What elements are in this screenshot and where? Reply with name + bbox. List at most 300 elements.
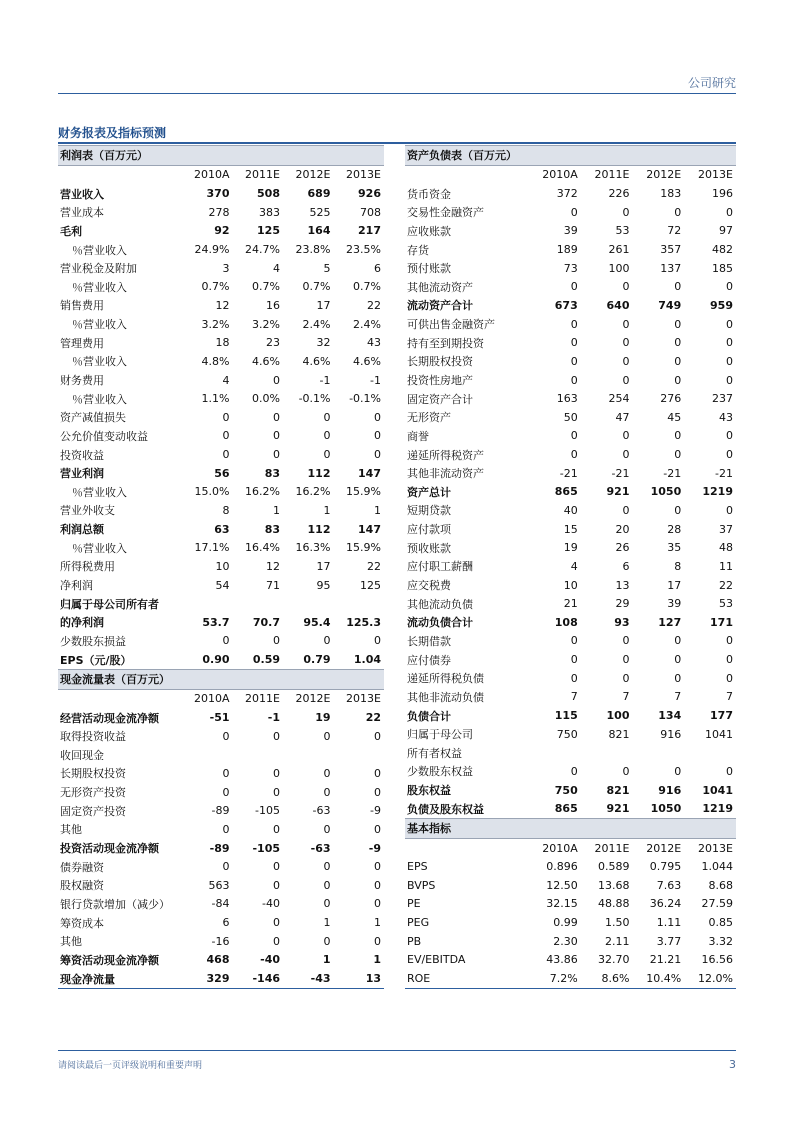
- row-value: 0.795: [649, 860, 682, 874]
- table-row: [58, 708, 384, 727]
- row-value: 97: [719, 224, 733, 238]
- table-row: [405, 799, 736, 818]
- year-header: 2013E: [346, 692, 381, 706]
- row-value: 16.4%: [245, 541, 280, 555]
- row-label: 资产总计: [407, 485, 451, 499]
- row-label: 营业利润: [60, 467, 104, 481]
- row-value: 0: [222, 729, 230, 743]
- year-header: 2013E: [698, 168, 733, 182]
- row-value: 134: [658, 709, 682, 723]
- row-value: 0: [726, 373, 733, 387]
- row-label: 预收账款: [407, 541, 451, 555]
- row-label: 营业税金及附加: [60, 262, 137, 276]
- row-value: 865: [554, 802, 578, 816]
- row-value: 71: [266, 578, 280, 592]
- row-value: 1.50: [605, 916, 630, 930]
- table-row: [58, 857, 384, 876]
- row-value: -89: [211, 804, 230, 818]
- row-value: 7: [726, 690, 733, 704]
- row-value: -63: [312, 804, 331, 818]
- table-row: [58, 240, 384, 259]
- table-row: [405, 277, 736, 296]
- balance-title: [405, 146, 736, 166]
- row-value: 0: [222, 429, 230, 443]
- row-value: 29: [615, 597, 630, 611]
- table-row: [58, 727, 384, 746]
- row-value: 2.30: [553, 934, 578, 948]
- row-value: 329: [182, 969, 233, 988]
- row-value: [684, 744, 736, 763]
- row-value: 0: [622, 205, 630, 219]
- row-value: 39: [563, 224, 578, 238]
- table-row: [405, 408, 736, 427]
- row-value: 32.70: [598, 953, 630, 967]
- row-value: 63: [214, 522, 230, 536]
- row-label: 取得投资收益: [60, 730, 126, 744]
- cashflow-title-label: 现金流量表（百万元）: [58, 669, 384, 689]
- row-value: 1219: [702, 485, 733, 499]
- row-value: 0: [374, 448, 381, 462]
- row-value: [334, 594, 385, 613]
- row-value: 0: [674, 373, 682, 387]
- row-value: 0: [726, 764, 733, 778]
- row-value: 8: [674, 559, 682, 573]
- row-value: 0: [622, 429, 630, 443]
- row-label: 营业成本: [60, 206, 104, 220]
- table-row: [405, 538, 736, 557]
- row-label: 股权融资: [60, 879, 104, 893]
- row-label: BVPS: [407, 878, 436, 892]
- row-label: 少数股东权益: [407, 765, 473, 779]
- row-label: 其他非流动负债: [407, 690, 484, 704]
- table-row: [58, 613, 384, 632]
- row-value: 47: [615, 410, 630, 424]
- row-value: 100: [608, 261, 630, 275]
- row-value: 0: [323, 634, 331, 648]
- row-value: 0: [323, 860, 331, 874]
- table-row: [405, 464, 736, 483]
- row-label: ％营业收入: [72, 485, 127, 499]
- row-value: 27.59: [701, 897, 733, 911]
- row-value: 0: [622, 764, 630, 778]
- row-value: 10.4%: [633, 969, 685, 988]
- header-title: 公司研究: [687, 76, 736, 90]
- row-value: 93: [614, 615, 630, 629]
- table-row: [58, 951, 384, 970]
- row-value: 0: [674, 448, 682, 462]
- year-header: 2011E: [245, 692, 280, 706]
- row-label: PEG: [407, 916, 430, 930]
- row-value: 40: [563, 503, 578, 517]
- row-value: -40: [260, 953, 280, 967]
- row-value: 0.7%: [353, 280, 381, 294]
- row-label: 长期股权投资: [60, 767, 126, 781]
- table-row: [405, 557, 736, 576]
- row-label: 流动负债合计: [407, 616, 473, 630]
- row-value: 12.50: [546, 878, 578, 892]
- row-value: 8.68: [708, 878, 733, 892]
- row-value: 0: [323, 934, 331, 948]
- row-value: 0: [273, 785, 280, 799]
- balance-indicators-table: [405, 145, 736, 989]
- row-label: ％营业收入: [72, 280, 127, 294]
- row-value: 18: [215, 336, 230, 350]
- table-row: [405, 650, 736, 669]
- row-value: 0: [222, 448, 230, 462]
- year-header-blank: [58, 689, 182, 708]
- row-value: 53: [719, 597, 733, 611]
- row-value: [283, 746, 334, 765]
- table-row: [58, 932, 384, 951]
- row-value: 0.7%: [302, 280, 331, 294]
- row-label: 经营活动现金流净额: [60, 711, 159, 725]
- table-row: [58, 222, 384, 241]
- row-label: 无形资产投资: [60, 786, 126, 800]
- table-row: [58, 969, 384, 988]
- row-value: 865: [554, 485, 578, 499]
- row-value: 0: [273, 916, 280, 930]
- row-value: 4: [570, 559, 578, 573]
- row-value: 183: [660, 187, 682, 201]
- row-value: 750: [554, 783, 578, 797]
- table-row: [405, 371, 736, 390]
- row-value: 112: [307, 522, 331, 536]
- row-value: 0: [222, 822, 230, 836]
- row-value: 0: [622, 354, 630, 368]
- table-row: [405, 932, 736, 951]
- row-value: -1: [319, 373, 331, 387]
- row-value: 916: [658, 783, 682, 797]
- row-value: 22: [719, 578, 733, 592]
- row-value: 468: [206, 953, 230, 967]
- row-value: 0: [726, 448, 733, 462]
- row-value: 921: [606, 485, 630, 499]
- row-label: ROE: [405, 969, 529, 988]
- row-label: 利润总额: [60, 523, 104, 537]
- row-value: -43: [283, 969, 334, 988]
- row-value: 0: [273, 448, 280, 462]
- table-row: [58, 389, 384, 408]
- row-value: 0: [374, 410, 381, 424]
- row-value: 821: [606, 783, 630, 797]
- table-row: [58, 820, 384, 839]
- table-row: [405, 613, 736, 632]
- row-value: 0: [374, 634, 381, 648]
- row-value: 15: [563, 522, 578, 536]
- year-header: 2010A: [193, 692, 230, 706]
- row-value: 749: [658, 298, 682, 312]
- row-value: 0: [622, 653, 630, 667]
- row-label: 固定资产投资: [60, 804, 126, 818]
- row-value: 24.7%: [245, 243, 280, 257]
- row-label: 其他: [60, 823, 82, 837]
- row-label: 营业外收支: [60, 504, 115, 518]
- year-header: 2012E: [295, 168, 331, 182]
- row-value: 0: [622, 634, 630, 648]
- row-value: 508: [257, 187, 280, 201]
- row-value: 16: [266, 298, 280, 312]
- row-value: 147: [358, 466, 381, 480]
- row-value: 0.7%: [201, 280, 230, 294]
- row-label: EPS: [407, 860, 428, 874]
- row-value: 95.4: [303, 615, 331, 629]
- row-value: 36.24: [649, 897, 682, 911]
- table-row: [58, 839, 384, 858]
- row-value: 0: [622, 671, 630, 685]
- row-value: 4.6%: [302, 354, 331, 368]
- row-value: 22: [367, 298, 381, 312]
- row-value: 22: [367, 559, 381, 573]
- year-header-blank: [405, 838, 529, 857]
- row-value: 0: [674, 429, 682, 443]
- row-value: 17.1%: [194, 541, 230, 555]
- row-value: 1.11: [656, 916, 682, 930]
- row-value: -21: [611, 466, 630, 480]
- row-value: 92: [214, 224, 230, 238]
- row-label: 货币资金: [407, 187, 451, 201]
- row-value: 13: [615, 578, 630, 592]
- table-row: [405, 857, 736, 876]
- section-divider: [58, 142, 736, 144]
- row-value: 0: [222, 766, 230, 780]
- row-label: EPS（元/股）: [60, 653, 132, 667]
- row-label: ％营业收入: [72, 355, 127, 369]
- row-value: 6: [222, 916, 230, 930]
- year-header-blank: [405, 165, 529, 184]
- row-label: 净利润: [60, 579, 93, 593]
- row-value: 0.79: [303, 653, 331, 667]
- table-row: [405, 315, 736, 334]
- row-value: 0: [374, 785, 381, 799]
- row-value: 370: [206, 187, 230, 201]
- row-value: 1: [323, 503, 331, 517]
- row-value: 0: [273, 934, 280, 948]
- row-value: 0: [570, 317, 578, 331]
- row-value: 0: [570, 448, 578, 462]
- row-value: 0: [726, 671, 733, 685]
- table-row: [405, 576, 736, 595]
- row-value: 2.11: [605, 934, 630, 948]
- row-label: 毛利: [60, 224, 82, 238]
- row-value: 0: [323, 897, 331, 911]
- row-label: 债券融资: [60, 860, 104, 874]
- table-row: [58, 632, 384, 651]
- row-value: 0: [222, 410, 230, 424]
- cashflow-year-header: [58, 689, 384, 708]
- row-label: 归属于母公司所有者: [60, 597, 159, 611]
- table-row: [58, 538, 384, 557]
- row-value: 19: [563, 541, 578, 555]
- row-label: 应收账款: [407, 224, 451, 238]
- row-label: 管理费用: [60, 336, 104, 350]
- row-label: 存货: [407, 243, 429, 257]
- year-header: 2013E: [346, 168, 381, 182]
- row-value: 17: [316, 559, 331, 573]
- row-value: 56: [214, 466, 230, 480]
- row-value: 163: [556, 392, 578, 406]
- table-row: [58, 445, 384, 464]
- table-row: [405, 222, 736, 241]
- row-value: -21: [715, 466, 733, 480]
- row-value: 3.2%: [201, 317, 230, 331]
- table-row: [405, 725, 736, 744]
- row-value: -21: [559, 466, 578, 480]
- row-value: 1: [323, 916, 331, 930]
- indicators-title: [405, 819, 736, 839]
- row-label: PE: [407, 897, 421, 911]
- row-value: 108: [554, 615, 578, 629]
- table-row: [58, 576, 384, 595]
- year-header: 2012E: [295, 692, 331, 706]
- row-value: 15.0%: [194, 485, 230, 499]
- table-row: [58, 371, 384, 390]
- row-label: 可供出售金融资产: [407, 318, 495, 332]
- row-value: 1.1%: [201, 392, 230, 406]
- row-value: 921: [606, 802, 630, 816]
- year-header-blank: [58, 165, 182, 184]
- table-row: [58, 594, 384, 613]
- row-value: 0: [570, 354, 578, 368]
- row-value: 4: [273, 261, 280, 275]
- row-value: -63: [310, 841, 331, 855]
- row-label: 投资活动现金流净额: [60, 842, 159, 856]
- row-label: 少数股东损益: [60, 634, 126, 648]
- row-value: 12: [266, 559, 280, 573]
- row-value: [283, 594, 334, 613]
- table-row: [58, 296, 384, 315]
- row-label: 递延所得税负债: [407, 672, 484, 686]
- row-value: 0: [570, 336, 578, 350]
- row-value: 16.2%: [245, 485, 280, 499]
- row-value: 12: [215, 298, 230, 312]
- row-value: 0: [622, 373, 630, 387]
- table-row: [405, 240, 736, 259]
- row-value: 0: [323, 410, 331, 424]
- table-row: [405, 427, 736, 446]
- row-label: 其他流动负债: [407, 597, 473, 611]
- row-value: 54: [215, 578, 230, 592]
- row-value: 261: [608, 243, 630, 257]
- row-label: 资产减值损失: [60, 411, 126, 425]
- row-value: 16.3%: [295, 541, 331, 555]
- row-label: 其他流动资产: [407, 280, 473, 294]
- table-row: [58, 277, 384, 296]
- table-row: [58, 483, 384, 502]
- row-label: 负债合计: [407, 709, 451, 723]
- row-value: 0: [570, 205, 578, 219]
- row-value: 708: [360, 205, 381, 219]
- row-value: 32.15: [546, 897, 578, 911]
- row-value: 1050: [650, 485, 682, 499]
- footer-disclaimer: 请阅读最后一页评级说明和重要声明: [58, 1061, 203, 1071]
- table-row: [405, 781, 736, 800]
- row-label: ％营业收入: [72, 541, 127, 555]
- row-label: 预付账款: [407, 262, 451, 276]
- table-row: [405, 445, 736, 464]
- row-value: 83: [264, 522, 280, 536]
- row-value: 0: [622, 317, 630, 331]
- table-row: [405, 184, 736, 203]
- row-value: 0: [323, 448, 331, 462]
- row-value: 0: [273, 878, 280, 892]
- row-value: 16.2%: [295, 485, 331, 499]
- row-label: 所有者权益: [407, 746, 462, 760]
- table-row: [58, 427, 384, 446]
- table-row: [58, 184, 384, 203]
- row-value: 673: [554, 298, 578, 312]
- row-value: 0: [570, 671, 578, 685]
- row-value: 39: [667, 597, 682, 611]
- row-value: 3.32: [708, 934, 733, 948]
- row-value: 0: [726, 317, 733, 331]
- row-value: 164: [307, 224, 331, 238]
- row-label: 流动资产合计: [407, 299, 473, 313]
- row-label: PB: [407, 934, 422, 948]
- table-row: [405, 520, 736, 539]
- row-value: 53: [615, 224, 630, 238]
- row-value: 0: [273, 429, 280, 443]
- table-row: [58, 895, 384, 914]
- row-label: 筹资成本: [60, 916, 104, 930]
- row-value: 0: [622, 336, 630, 350]
- table-row: [58, 352, 384, 371]
- income-year-header: [58, 165, 384, 184]
- row-value: 125: [360, 578, 381, 592]
- row-value: 254: [608, 392, 630, 406]
- row-value: 12.0%: [684, 969, 736, 988]
- table-row: [405, 594, 736, 613]
- row-value: 0.90: [202, 653, 230, 667]
- row-value: 357: [660, 243, 682, 257]
- row-value: 0: [323, 822, 331, 836]
- row-value: 0: [273, 634, 280, 648]
- table-row: [405, 688, 736, 707]
- row-label: 其他非流动资产: [407, 467, 484, 481]
- row-value: 563: [208, 878, 230, 892]
- year-header: 2012E: [646, 168, 682, 182]
- row-value: 1050: [650, 802, 682, 816]
- row-value: 226: [608, 187, 630, 201]
- row-value: 0.7%: [252, 280, 280, 294]
- table-row: [58, 764, 384, 783]
- row-value: -9: [370, 804, 381, 818]
- table-row: [405, 352, 736, 371]
- row-value: 2.4%: [353, 317, 381, 331]
- table-row: [405, 296, 736, 315]
- cashflow-title: [58, 669, 384, 689]
- row-label: 银行贷款增加（减少）: [60, 897, 170, 911]
- row-value: 0: [374, 897, 381, 911]
- year-header: 2012E: [646, 841, 682, 855]
- row-value: 1: [373, 953, 381, 967]
- row-value: -89: [209, 841, 230, 855]
- row-label: 归属于母公司: [407, 728, 473, 742]
- row-value: 482: [712, 243, 733, 257]
- row-value: 0: [674, 653, 682, 667]
- row-label: 固定资产合计: [407, 392, 473, 406]
- row-value: 83: [264, 466, 280, 480]
- row-value: 0: [323, 429, 331, 443]
- row-label: 营业收入: [60, 187, 104, 201]
- row-value: 32: [316, 336, 331, 350]
- table-row: [58, 876, 384, 895]
- table-row: [58, 783, 384, 802]
- row-label: 应付职工薪酬: [407, 560, 473, 574]
- row-value: 0: [323, 729, 331, 743]
- row-label: 销售费用: [60, 299, 104, 313]
- row-value: 23: [266, 336, 280, 350]
- table-row: [405, 951, 736, 970]
